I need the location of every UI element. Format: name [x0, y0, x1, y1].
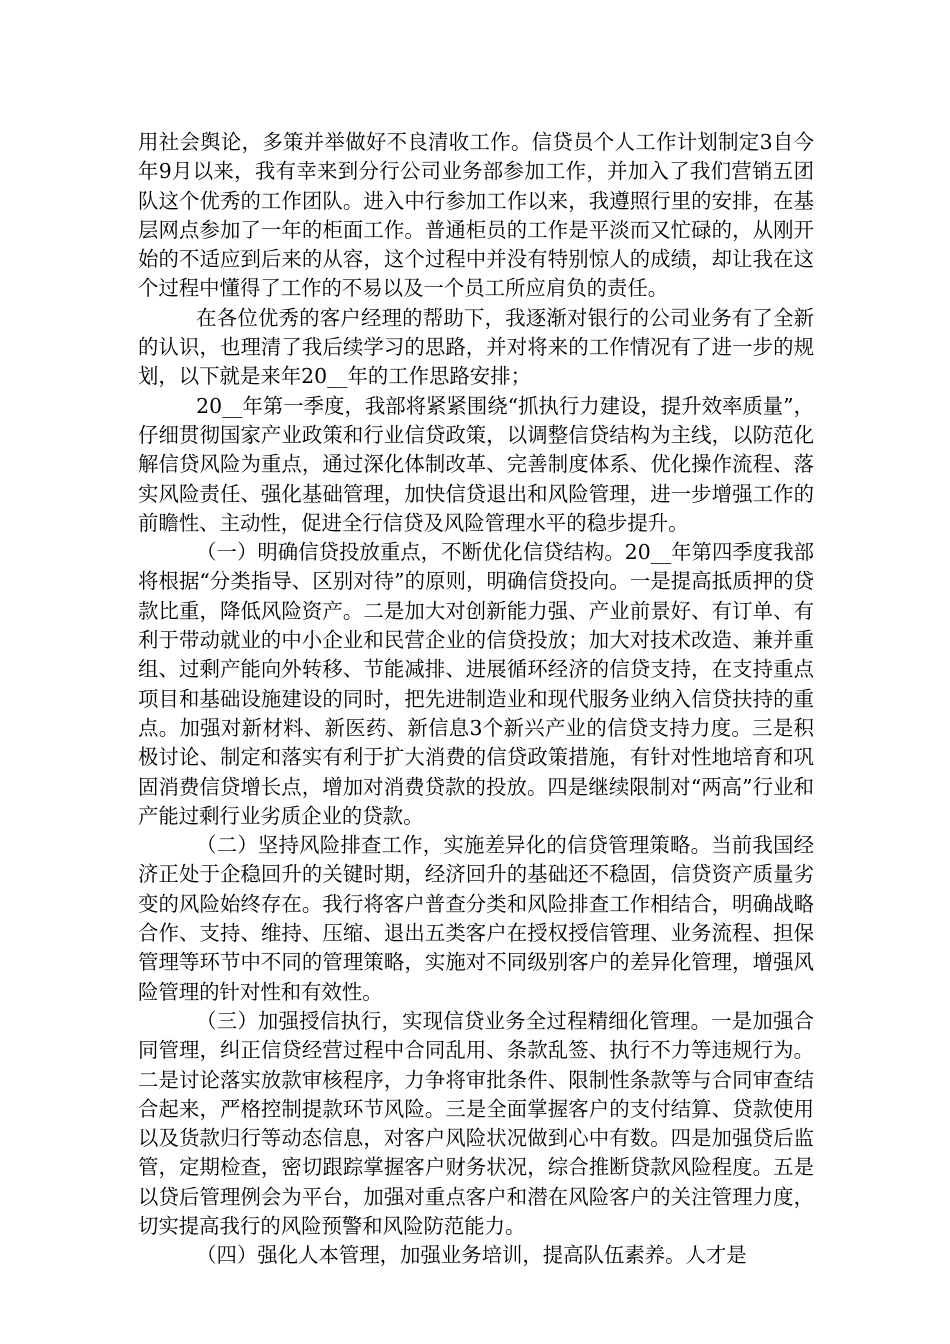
paragraph-2: 在各位优秀的客户经理的帮助下，我逐渐对银行的公司业务有了全新的认识，也理清了我后续学习的思路，并对将来的工作情况有了进一步的规划，以下就是来年20__年的工作思路安排；	[138, 305, 814, 389]
paragraph-1: 用社会舆论，多策并举做好不良清收工作。信贷员个人工作计划制定3自今年9月以来，我有幸来到分行公司业务部参加工作，并加入了我们营销五团队这个优秀的工作团队。进入中行参加工作以来，我遵照行里的安排，在基层网点参加了一年的柜面工作。普通柜员的工作是平淡而又忙碌的，从刚开始的不适应到后来的从容，这个过程中并没有特别惊人的成绩，却让我在这个过程中懂得了工作的不易以及一个员工所应肩负的责任。	[138, 130, 814, 301]
paragraph-3: 20__年第一季度，我部将紧紧围绕“抓执行力建设，提升效率质量”，仔细贯彻国家产业政策和行业信贷政策，以调整信贷结构为主线，以防范化解信贷风险为重点，通过深化体制改革、完善制度体系、优化操作流程、落实风险责任、强化基础管理，加快信贷退出和风险管理，进一步增强工作的前瞻性、主动性，促进全行信贷及风险管理水平的稳步提升。	[138, 393, 814, 535]
paragraph-4: （一）明确信贷投放重点，不断优化信贷结构。20__年第四季度我部将根据“分类指导、区别对待”的原则，明确信贷投向。一是提高抵质押的贷款比重，降低风险资产。二是加大对创新能力强、产业前景好、有订单、有利于带动就业的中小企业和民营企业的信贷投放；加大对技术改造、兼并重组、过剩产能向外转移、节能减排、进展循环经济的信贷支持，在支持重点项目和基础设施建设的同时，把先进制造业和现代服务业纳入信贷扶持的重点。加强对新材料、新医药、新信息3个新兴产业的信贷支持力度。三是积极讨论、制定和落实有利于扩大消费的信贷政策措施，有针对性地培育和巩固消费信贷增长点，增加对消费贷款的投放。四是继续限制对“两高”行业和产能过剩行业劣质企业的贷款。	[138, 540, 814, 828]
document-body	[138, 128, 814, 1271]
paragraph-5: （二）坚持风险排查工作，实施差异化的信贷管理策略。当前我国经济正处于企稳回升的关键时期，经济回升的基础还不稳固，信贷资产质量劣变的风险始终存在。我行将客户普查分类和风险排查工作相结合，明确战略合作、支持、维持、压缩、退出五类客户在授权授信管理、业务流程、担保管理等环节中不同的管理策略，实施对不同级别客户的差异化管理，增强风险管理的针对性和有效性。	[138, 833, 814, 1004]
paragraph-7: （四）强化人本管理，加强业务培训，提高队伍素养。人才是	[196, 1243, 747, 1268]
paragraph-6: （三）加强授信执行，实现信贷业务全过程精细化管理。一是加强合同管理，纠正信贷经营过程中合同乱用、条款乱签、执行不力等违规行为。二是讨论落实放款审核程序，力争将审批条件、限制性条款等与合同审查结合起来，严格控制提款环节风险。三是全面掌握客户的支付结算、贷款使用以及货款归行等动态信息，对客户风险状况做到心中有数。四是加强贷后监管，定期检查，密切跟踪掌握客户财务状况，综合推断贷款风险程度。五是以贷后管理例会为平台，加强对重点客户和潜在风险客户的关注管理力度，切实提高我行的风险预警和风险防范能力。	[138, 1008, 814, 1238]
